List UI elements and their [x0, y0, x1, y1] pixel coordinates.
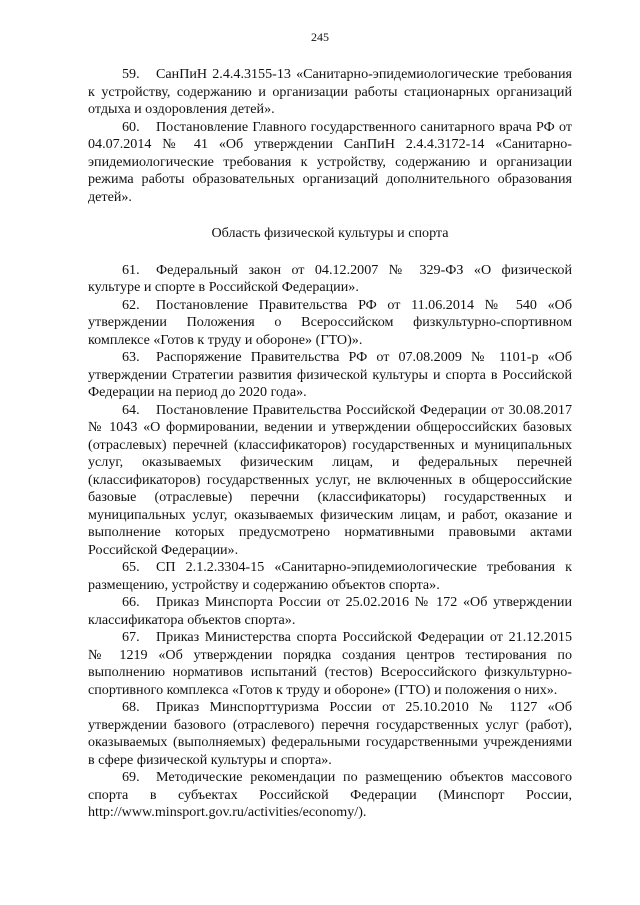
item-text: СП 2.1.2.3304-15 «Санитарно-эпидемиологические требования к размещению, устройству и содержанию объектов спорта».: [88, 559, 572, 593]
item-number: 66.: [122, 594, 140, 610]
list-item-65: [88, 559, 572, 594]
list-item-62: [88, 297, 572, 350]
list-item-68: [88, 699, 572, 769]
item-number: 67.: [122, 629, 140, 645]
item-text: Приказ Министерства спорта Российской Федерации от 21.12.2015 № 1219 «Об утверждении порядка создания центров тестирования по выполнению нормативов испытаний (тестов) Всероссийского физкультурно-спортивного комплекса «Готов к труду и обороне» (ГТО) и положения о них».: [88, 629, 572, 698]
item-number: 62.: [122, 296, 140, 313]
list-item-67: [88, 629, 572, 699]
item-number: 65.: [122, 559, 140, 575]
item-text: Постановление Правительства РФ от 11.06.2014 № 540 «Об утверждении Положения о Всероссийском физкультурно-спортивном комплексе «Готов к труду и обороне» (ГТО)».: [88, 296, 572, 348]
list-item-59: [88, 66, 572, 119]
item-text: Распоряжение Правительства РФ от 07.08.2009 № 1101-р «Об утверждении Стратегии развития физической культуры и спорта в Российской Федерации на период до 2020 года».: [88, 349, 572, 400]
document-content: [88, 66, 572, 822]
item-text: Методические рекомендации по размещению объектов массового спорта в субъектах Российской Федерации (Минспорт России,: [88, 769, 572, 803]
list-item-61: [88, 262, 572, 297]
item-text: Приказ Минспорттуризма России от 25.10.2010 № 1127 «Об утверждении базового (отраслевого) перечня государственных услуг (работ), оказываемых (выполняемых) федеральными государственными учреждениями в сфере физической культуры и спорта».: [88, 699, 572, 768]
list-item-63: [88, 349, 572, 402]
legal-list-before: [88, 66, 572, 206]
item-text: Федеральный закон от 04.12.2007 № 329-ФЗ «О физической культуре и спорте в Российской Федерации».: [88, 261, 572, 295]
page-number: 245: [311, 30, 329, 44]
list-item-69: [88, 769, 572, 822]
item-text: СанПиН 2.4.4.3155-13 «Санитарно-эпидемиологические требования к устройству, содержанию и организации работы стационарных организаций отдыха и оздоровления детей».: [88, 66, 572, 117]
item-number: 61.: [122, 261, 140, 278]
item-number: 64.: [122, 401, 140, 418]
item-text: Приказ Минспорта России от 25.02.2016 № 172 «Об утверждении классификатора объектов спорта».: [88, 594, 572, 628]
item-url: http://www.minsport.gov.ru/activities/economy/).: [88, 804, 367, 820]
list-item-64: [88, 402, 572, 560]
item-text: Постановление Главного государственного санитарного врача РФ от 04.07.2014 № 41 «Об утверждении СанПиН 2.4.4.3172-14 «Санитарно-эпидемиологические требования к устройству, содержанию и организации режима работы образовательных организаций дополнительного образования детей».: [88, 118, 572, 205]
item-number: 68.: [122, 699, 140, 715]
list-item-66: [88, 594, 572, 629]
item-number: 69.: [122, 769, 140, 785]
item-text: Постановление Правительства Российской Федерации от 30.08.2017 № 1043 «О формировании, ведении и утверждении общероссийских базовых (отраслевых) перечней (классификаторов) государственных и муниципальных услуг, оказываемых физическим лицам, и федеральных перечней (классификаторов) государственных услуг, не включенных в общероссийские базовые (отраслевые) перечни (классификаторы) государственных и муниципальных услуг, оказываемых физическим лицам, и работ, оказание и выполнение которых предусмотрено нормативными правовыми актами Российской Федерации».: [88, 401, 572, 558]
list-item-60: [88, 119, 572, 207]
section-heading: Область физической культуры и спорта: [211, 225, 449, 241]
item-number: 60.: [122, 118, 140, 135]
legal-list-after: [88, 262, 572, 822]
item-number: 59.: [122, 66, 140, 82]
item-number: 63.: [122, 349, 140, 365]
